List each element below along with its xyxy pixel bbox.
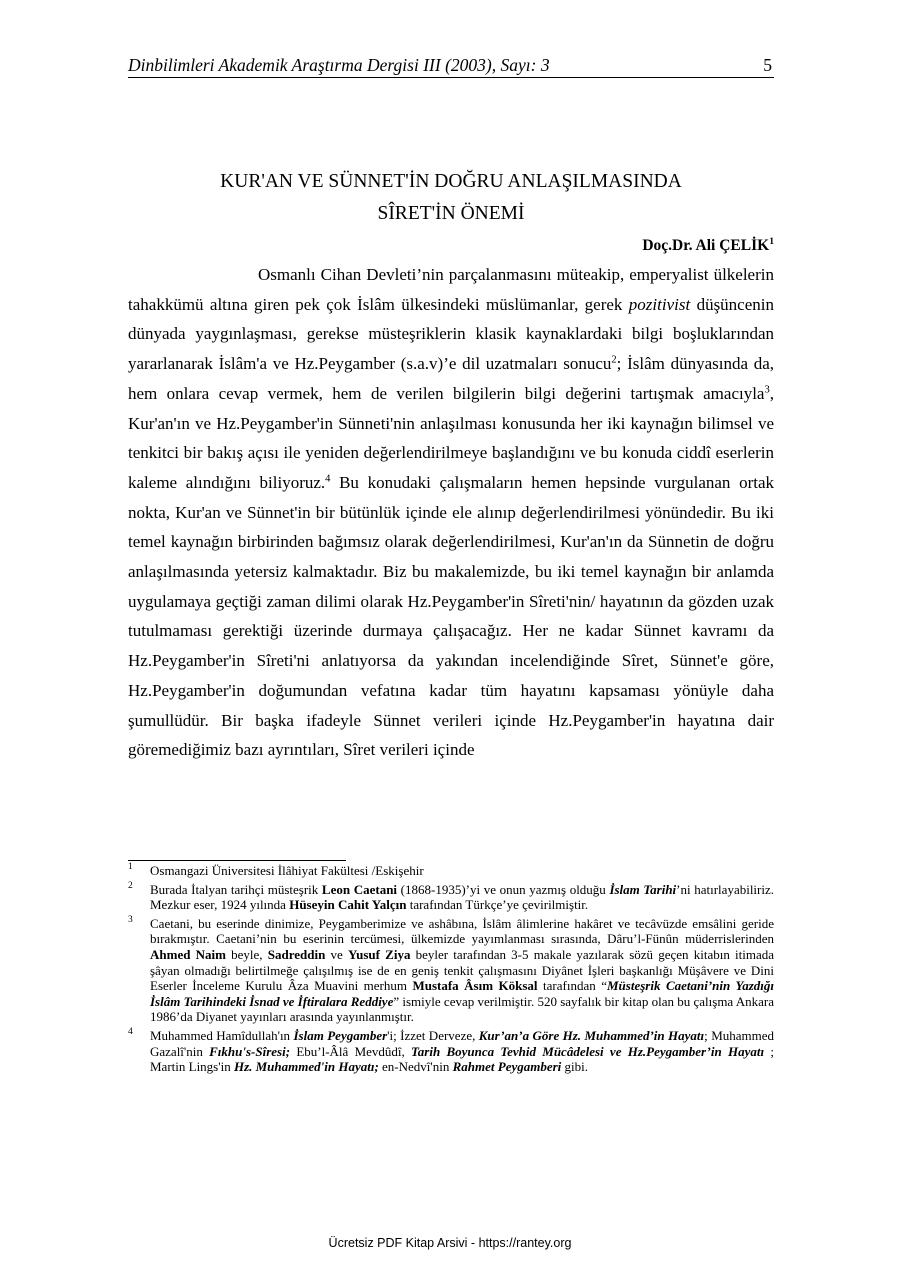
footnote-ref-4[interactable]: 4	[325, 473, 331, 485]
title-line-2: SÎRET'İN ÖNEMİ	[377, 203, 525, 224]
article-body	[128, 260, 774, 765]
footnote-number: 1	[128, 862, 133, 872]
page-number: 5	[763, 55, 772, 75]
article-title	[128, 166, 774, 230]
footnote-ref-1[interactable]: 1	[769, 235, 774, 247]
footnote-number: 4	[128, 1026, 133, 1037]
footnote-separator	[128, 860, 346, 861]
footnote-4: 4 Muhammed Hamîdullah'ın İslam Peygamber'i; İzzet Derveze, Kur’an’a Göre Hz. Muhammed’in Hayatı; Muhammed Gazalî'nin Fıkhu's-Sîresi; Ebu’l-Âlâ Mevdûdî, Tarih Boyunca Tevhid Mücâdelesi ve Hz.Peygamber’in Hayatı ; Martin Lings'in Hz. Muhammed'in Hayatı; en-Nedvî'nin Rahmet Peygamberi gibi.	[128, 1026, 775, 1075]
footnote-1: 1 Osmangazi Üniversitesi İlâhiyat Fakültesi /Eskişehir	[128, 862, 424, 878]
footnote-2: 2 Burada İtalyan tarihçi müsteşrik Leon Caetani (1868-1935)’yi ve onun yazmış olduğu İslam Tarihi’ni hatırlayabiliriz. Mezkur eser, 1924 yılında Hüseyin Cahit Yalçın tarafından Türkçe’ye çevirilmiştir.	[128, 880, 775, 913]
journal-title: Dinbilimleri Akademik Araştırma Dergisi III (2003), Sayı: 3	[128, 55, 550, 75]
footnote-ref-3[interactable]: 3	[764, 384, 770, 396]
title-line-1: KUR'AN VE SÜNNET'İN DOĞRU ANLAŞILMASINDA	[220, 171, 682, 192]
emphasis: pozitivist	[628, 294, 691, 314]
running-header	[128, 54, 774, 78]
author-name: Doç.Dr. Ali ÇELİK	[642, 237, 770, 254]
footnote-number: 2	[128, 880, 133, 891]
footnote-3: 3 Caetani, bu eserinde dinimize, Peygamberimize ve ashâbına, İslâm âlimlerine hakâret ve tecâvüzde emsâlini geride bırakmıştır. Caetani’nin bu eserinin tercümesi, ülkemizde yayımlanması sırasında, Dâru’l-Fünûn müderrislerinden Ahmed Naim beyle, Sadreddin ve Yusuf Ziya beyler tarafından 3-5 makale yazılarak sözü geçen kitabın itimada şâyan olmadığı belirtilmeğe çalışılmış ise de en geniş tenkit çalışmasını Diyânet İşleri başkanlığı Müşâvere ve Dini Eserler İnceleme Kurulu Âza Muavini merhum Mustafa Âsım Köksal tarafından “Müsteşrik Caetani’nin Yazdığı İslâm Tarihindeki İsnad ve İftiralara Reddiye” ismiyle cevap verilmiştir. 520 sayfalık bir kitap olan bu çalışma Ankara 1986’da Diyanet yayınları arasında yayınlanmıştır.	[128, 914, 775, 1025]
footnote-number: 3	[128, 914, 133, 925]
author-line	[128, 236, 774, 256]
page-footer: Ücretsiz PDF Kitap Arsivi - https://rantey.org	[328, 1236, 572, 1250]
footnote-ref-2[interactable]: 2	[611, 354, 617, 366]
body-paragraph: Osmanlı Cihan Devleti’nin parçalanmasını müteakip, emperyalist ülkelerin tahakkümü altına giren pek çok İslâm ülkesindeki müslümanlar, gerek pozitivist düşüncenin dünyada yaygınlaşması, gerekse müsteşriklerin klasik kaynaklardaki bilgi boşluklarından yararlanarak İslâm'a ve Hz.Peygamber (s.a.v)’e dil uzatmaları sonucu$^2$; İslâm dünyasında da, hem onlara cevap vermek, hem de verilen bilgilerin bilgi değerini tartışmak amacıyla$^3$, Kur'an'ın ve Hz.Peygamber'in Sünneti'nin anlaşılması konusunda her iki kaynağın bilimsel ve tenkitci bir bakış açısı ile yeniden değerlendirilmeye başlandığını ve bu konuda ciddî eserlerin kaleme alındığını biliyoruz.$^4$ Bu konudaki çalışmaların hemen hepsinde vurgulanan ortak nokta, Kur'an ve Sünnet'in bir bütünlük içinde ele alınıp değerlendirilmesi yönündedir. Bu iki temel kaynağın birbirinden bağımsız olarak değerlendirilmesi, Kur'an'ın da Sünnetin de doğru anlaşılmasında yetersiz kalmaktadır. Biz bu makalemizde, bu iki temel kaynağın bir anlamda uygulamaya geçtiği zaman dilimi olarak Hz.Peygamber'in Sîreti'nin/ hayatının da gözden uzak tutulmaması gerektiği üzerinde durmaya çalışacağız. Her ne kadar Sünnet kavramı da Hz.Peygamber'in Sîreti'ni anlatıyorsa da yakından incelendiğinde Sîret, Sünnet'e göre, Hz.Peygamber'in doğumundan vefatına kadar tüm hayatını kapsaması yönüyle daha şumullüdür. Bir başka ifadeyle Sünnet verileri içinde Hz.Peygamber'in hayatına dair göremediğimiz bazı ayrıntıları, Sîret verileri içinde	[128, 265, 775, 760]
footnotes	[128, 863, 774, 1078]
